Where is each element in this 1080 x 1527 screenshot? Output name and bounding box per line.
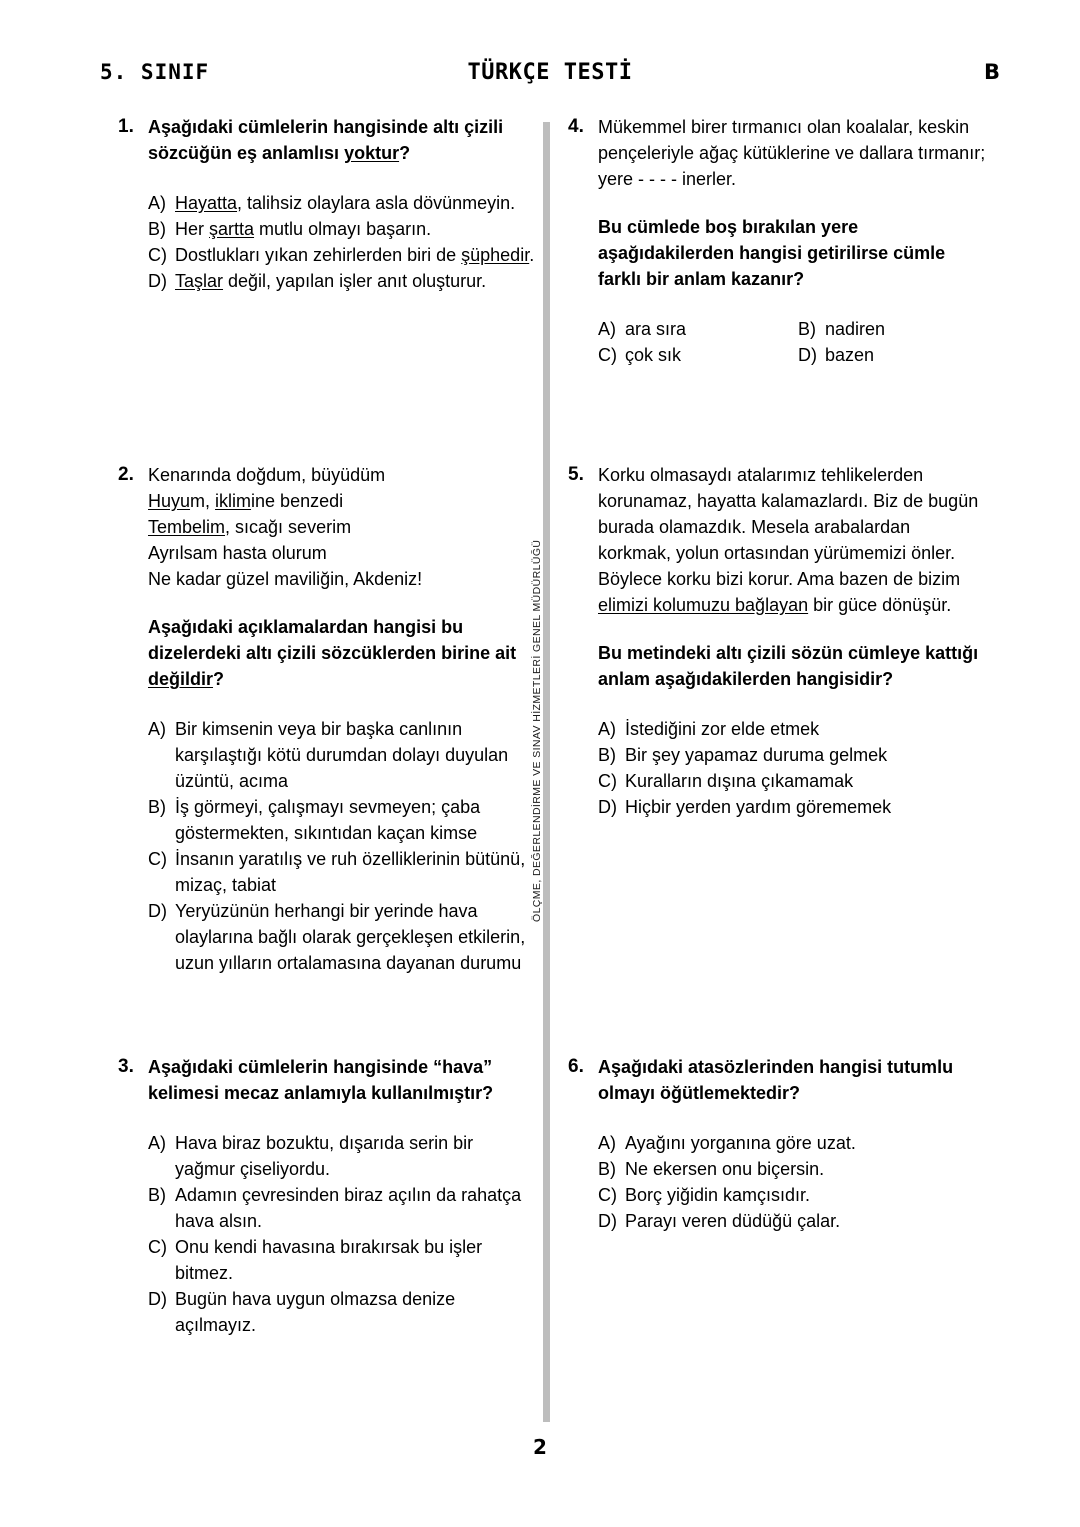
- option-c-letter: C): [148, 245, 167, 265]
- option-a-text: [175, 190, 538, 216]
- question-2-stem-a: Aşağıdaki açıklamalardan hangisi bu dizelerdeki altı çizili sözcüklerden birine ait: [148, 617, 517, 663]
- question-2: [118, 462, 538, 976]
- question-4: [568, 114, 988, 368]
- question-4-stem: Bu cümlede boş bırakılan yere aşağıdakilerden hangisi getirilirse cümle farklı bir anlam kazanır?: [598, 217, 946, 289]
- question-5-passage-a: Korku olmasaydı atalarımız tehlikelerden korunamaz, hayatta kalamazlardı. Biz de bugün burada olamazdık. Mesela arabalardan korkmak, yolun ortasından yürümemizi önler. Böylece korku bizi korur. Ama bazen de bizim: [598, 465, 979, 589]
- question-4-body: [598, 114, 988, 292]
- option-c-letter: C): [148, 1237, 167, 1257]
- question-5-body: [598, 462, 988, 692]
- option-d[interactable]: [598, 794, 988, 820]
- institution-vertical-label: ÖLÇME, DEĞERLENDİRME VE SINAV HİZMETLERİ GENEL MÜDÜRLÜĞÜ: [531, 539, 543, 922]
- option-a-text: İstediğini zor elde etmek: [625, 719, 820, 739]
- option-d-text: Bugün hava uygun olmazsa denize açılmayız.: [175, 1289, 461, 1335]
- question-4-passage: Mükemmel birer tırmanıcı olan koalalar, keskin pençeleriyle ağaç kütüklerine ve dallara tırmanır; yere - - - - inerler.: [598, 117, 986, 189]
- option-b-letter: B): [598, 745, 616, 765]
- question-5: [568, 462, 988, 820]
- page-number: 2: [533, 1435, 547, 1459]
- question-3: [118, 1054, 538, 1338]
- question-6-options: [568, 1130, 988, 1234]
- question-4-head: [568, 114, 988, 292]
- option-a-letter: A): [148, 719, 166, 739]
- option-a-letter: A): [148, 193, 166, 213]
- option-a-text: ara sıra: [625, 319, 687, 339]
- option-c[interactable]: [148, 1234, 538, 1286]
- question-6-stem: Aşağıdaki atasözlerinden hangisi tutumlu olmayı öğütlemektedir?: [598, 1057, 954, 1103]
- option-d-letter: D): [148, 1289, 167, 1309]
- option-c-text: çok sık: [625, 345, 682, 365]
- page-header: [100, 55, 1000, 89]
- question-1-options: [118, 190, 538, 294]
- question-2-stem-underlined: değildir: [148, 669, 214, 689]
- question-1-stem-b: ?: [399, 143, 411, 163]
- option-d-letter: D): [598, 1211, 617, 1231]
- option-d-text: Hiçbir yerden yardım görememek: [625, 797, 892, 817]
- question-5-number: 5.: [568, 464, 584, 485]
- right-column: [568, 114, 988, 1231]
- option-a-text: Ayağını yorganına göre uzat.: [625, 1133, 856, 1153]
- question-6-number: 6.: [568, 1056, 584, 1077]
- option-b-rest: mutlu olmayı başarın.: [254, 219, 432, 239]
- option-a[interactable]: [148, 1130, 538, 1182]
- option-c-underlined: şüphedir: [461, 245, 530, 265]
- option-b-letter: B): [148, 219, 166, 239]
- question-1-stem-a: Aşağıdaki cümlelerin hangisinde altı çizili sözcüğün eş anlamlısı: [148, 117, 504, 163]
- option-d[interactable]: [798, 342, 998, 368]
- option-a-rest: , talihsiz olaylara asla dövünmeyin.: [237, 193, 516, 213]
- question-5-passage-underlined: elimizi kolumuzu bağlayan: [598, 595, 809, 615]
- option-d[interactable]: [598, 1208, 988, 1234]
- option-b-text: Bir şey yapamaz duruma gelmek: [625, 745, 888, 765]
- grade-label: 5. SINIF: [100, 60, 210, 84]
- poem-line-5: Ne kadar güzel maviliğin, Akdeniz!: [148, 569, 423, 589]
- option-d-text: Yeryüzünün herhangi bir yerinde hava olaylarına bağlı olarak gerçekleşen etkilerin, uzun yılların ortalamasına dayanan durumu: [175, 901, 531, 973]
- option-c-letter: C): [598, 1185, 617, 1205]
- option-c-letter: C): [598, 345, 617, 365]
- option-a-letter: A): [148, 1133, 166, 1153]
- option-c-pre: Dostlukları yıkan zehirlerden biri de: [175, 245, 462, 265]
- option-b[interactable]: [798, 316, 998, 342]
- option-d-text: bazen: [825, 345, 875, 365]
- question-2-number: 2.: [118, 464, 134, 485]
- question-6-head: [568, 1054, 988, 1106]
- booklet-code: B: [983, 60, 1000, 84]
- option-d-text: [175, 268, 538, 294]
- option-b-text: [175, 216, 538, 242]
- question-3-head: [118, 1054, 538, 1106]
- option-c-text: Kuralların dışına çıkamamak: [625, 771, 854, 791]
- question-5-passage: [598, 462, 988, 618]
- poem-line-2-mid: m,: [190, 491, 216, 511]
- question-5-passage-b: bir güce dönüşür.: [808, 595, 952, 615]
- option-d-letter: D): [598, 797, 617, 817]
- poem-line-1: Kenarında doğdum, büyüdüm: [148, 465, 386, 485]
- option-a[interactable]: [598, 716, 988, 742]
- option-d-text: Parayı veren düdüğü çalar.: [625, 1211, 841, 1231]
- question-1-stem: [148, 114, 538, 166]
- option-a-text: Hava biraz bozuktu, dışarıda serin bir yağmur çiseliyordu.: [175, 1133, 479, 1179]
- question-2-poem: [148, 462, 538, 692]
- option-a-letter: A): [598, 1133, 616, 1153]
- option-c[interactable]: [598, 342, 798, 368]
- option-a[interactable]: [598, 316, 798, 342]
- option-d-letter: D): [148, 901, 167, 921]
- question-5-stem: Bu metindeki altı çizili sözün cümleye kattığı anlam aşağıdakilerden hangisidir?: [598, 643, 979, 689]
- option-d[interactable]: [148, 1286, 538, 1338]
- option-b-pre: Her: [175, 219, 210, 239]
- option-b-letter: B): [598, 1159, 616, 1179]
- question-4-options: [568, 316, 988, 368]
- option-c-letter: C): [598, 771, 617, 791]
- option-c-text: Onu kendi havasına bırakırsak bu işler bitmez.: [175, 1237, 488, 1283]
- option-c-text: Borç yiğidin kamçısıdır.: [625, 1185, 811, 1205]
- option-b-letter: B): [798, 319, 816, 339]
- option-c[interactable]: [148, 846, 538, 898]
- page-title: TÜRKÇE TESTİ: [467, 59, 633, 85]
- option-d[interactable]: [148, 898, 538, 976]
- option-c-rest: .: [529, 245, 535, 265]
- option-b-letter: B): [148, 1185, 166, 1205]
- option-b[interactable]: [148, 794, 538, 846]
- question-2-stem: [148, 614, 538, 692]
- option-a-letter: A): [598, 719, 616, 739]
- option-a-text: Bir kimsenin veya bir başka canlının karşılaştığı kötü durumdan dolayı duyulan üzüntü, acıma: [175, 719, 514, 791]
- option-a[interactable]: [598, 1130, 988, 1156]
- poem-line-2-u1: Huyu: [148, 491, 191, 511]
- question-3-stem: Aşağıdaki cümlelerin hangisinde “hava” kelimesi mecaz anlamıyla kullanılmıştır?: [148, 1057, 494, 1103]
- poem-line-3-u1: Tembelim: [148, 517, 226, 537]
- option-b-letter: B): [148, 797, 166, 817]
- option-c-text: İnsanın yaratılış ve ruh özelliklerinin bütünü, mizaç, tabiat: [175, 849, 531, 895]
- option-c-letter: C): [148, 849, 167, 869]
- option-c[interactable]: [148, 242, 538, 268]
- question-1-head: [118, 114, 538, 166]
- option-b[interactable]: [148, 216, 538, 242]
- option-d-letter: D): [148, 271, 167, 291]
- option-b-text: nadiren: [825, 319, 886, 339]
- question-1: [118, 114, 538, 294]
- option-a[interactable]: [148, 716, 538, 794]
- option-d-underlined: Taşlar: [175, 271, 224, 291]
- poem-line-3: [148, 514, 538, 540]
- question-columns: [0, 114, 1080, 1404]
- option-b-underlined: şartta: [209, 219, 255, 239]
- option-b[interactable]: [148, 1182, 538, 1234]
- question-3-options: [118, 1130, 538, 1338]
- question-4-number: 4.: [568, 116, 584, 137]
- option-d[interactable]: [148, 268, 538, 294]
- poem-line-4: Ayrılsam hasta olurum: [148, 543, 327, 563]
- option-b-text: İş görmeyi, çalışmayı sevmeyen; çaba göstermekten, sıkıntıdan kaçan kimse: [175, 797, 486, 843]
- question-2-head: [118, 462, 538, 692]
- option-b[interactable]: [598, 1156, 988, 1182]
- option-d-rest: değil, yapılan işler anıt oluşturur.: [223, 271, 487, 291]
- option-c[interactable]: [598, 1182, 988, 1208]
- question-6: [568, 1054, 988, 1234]
- poem-line-2-post: ine benzedi: [251, 491, 344, 511]
- option-d-letter: D): [798, 345, 817, 365]
- question-5-options: [568, 716, 988, 820]
- option-a-letter: A): [598, 319, 616, 339]
- question-2-stem-b: ?: [213, 669, 225, 689]
- question-5-head: [568, 462, 988, 692]
- option-b[interactable]: [598, 742, 988, 768]
- question-1-stem-underlined: yoktur: [344, 143, 400, 163]
- question-3-number: 3.: [118, 1056, 134, 1077]
- option-a-underlined: Hayatta: [175, 193, 238, 213]
- question-1-number: 1.: [118, 116, 134, 137]
- poem-line-2: [148, 488, 538, 514]
- option-c-text: [175, 242, 538, 268]
- option-c[interactable]: [598, 768, 988, 794]
- poem-line-2-u2: iklim: [215, 491, 252, 511]
- option-b-text: Adamın çevresinden biraz açılın da rahatça hava alsın.: [175, 1185, 527, 1231]
- option-a[interactable]: [148, 190, 538, 216]
- option-b-text: Ne ekersen onu biçersin.: [625, 1159, 825, 1179]
- question-2-options: [118, 716, 538, 976]
- poem-line-3-post: , sıcağı severim: [225, 517, 352, 537]
